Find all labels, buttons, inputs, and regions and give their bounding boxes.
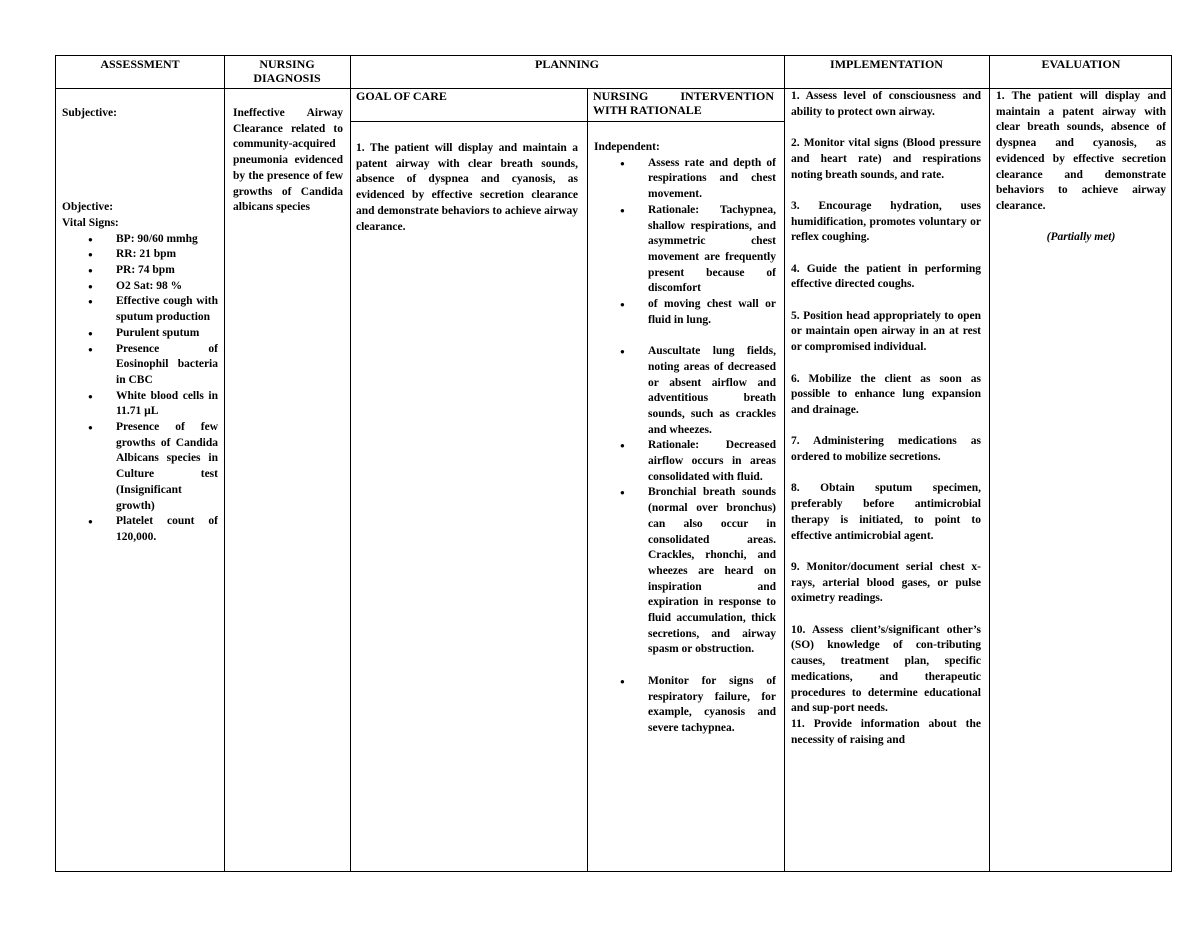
intervention-item: ● Rationale: Decreased airflow occurs in areas consolidated with fluid. xyxy=(594,438,776,485)
evaluation-status: (Partially met) xyxy=(1046,231,1116,244)
implementation-item: 1. Assess level of consciousness and ability to protect own airway. xyxy=(791,90,981,118)
objective-label: Objective: xyxy=(62,201,114,214)
implementation-item: 6. Mobilize the client as soon as possible to enhance lung expansion and drainage. xyxy=(791,372,981,416)
finding-item: ● White blood cells in 11.71 µL xyxy=(62,389,218,420)
subheader-nursing-intervention: NURSING INTERVENTION WITH RATIONALE xyxy=(593,89,774,117)
nursing-intervention-column xyxy=(594,140,776,737)
finding-item: ● O2 Sat: 98 % xyxy=(62,279,218,295)
assessment-findings-list xyxy=(62,232,218,546)
intervention-list-3 xyxy=(594,674,776,737)
subjective-label: Subjective: xyxy=(62,107,117,119)
finding-item: ● Platelet count of 120,000. xyxy=(62,514,218,545)
column-divider xyxy=(587,88,588,871)
column-divider xyxy=(989,56,990,871)
implementation-item: 3. Encourage hydration, uses humidification, promotes voluntary or reflex coughing. xyxy=(791,199,981,244)
column-divider xyxy=(350,56,351,871)
header-planning: PLANNING xyxy=(534,57,599,71)
implementation-column xyxy=(791,89,981,871)
intervention-list-1 xyxy=(594,156,776,329)
assessment-column xyxy=(62,106,218,546)
intervention-item: ● Auscultate lung fields, noting areas of decreased or absent airflow and adventitious breath sounds, such as crackles and wheezes. xyxy=(594,344,776,438)
intervention-item: ● Assess rate and depth of respirations and chest movement. xyxy=(594,156,776,203)
finding-item: ● Purulent sputum xyxy=(62,326,218,342)
header-assessment: ASSESSMENT xyxy=(100,57,180,71)
intervention-list-2 xyxy=(594,344,776,658)
implementation-item: 10. Assess client’s/significant other’s (SO) knowledge of con-tributing causes, treatment plan, specific medications, and therapeutic procedures to determine educational and sup-port needs. xyxy=(791,623,981,715)
implementation-item: 5. Position head appropriately to open or maintain open airway in an at rest or compromised individual. xyxy=(791,309,981,354)
finding-item: ● Presence of Eosinophil bacteria in CBC xyxy=(62,342,218,389)
intervention-item: ● Rationale: Tachypnea, shallow respirations, and asymmetric chest movement are frequently present because of discomfort xyxy=(594,203,776,297)
intervention-item: ● Monitor for signs of respiratory failure, for example, cyanosis and severe tachypnea. xyxy=(594,674,776,737)
implementation-item: 7. Administering medications as ordered to mobilize secretions. xyxy=(791,435,981,464)
nursing-care-plan-table xyxy=(55,55,1172,872)
implementation-item: 9. Monitor/document serial chest x-rays, arterial blood gases, or pulse oximetry readings. xyxy=(791,560,981,605)
header-implementation: IMPLEMENTATION xyxy=(830,57,943,71)
vital-signs-label: Vital Signs: xyxy=(62,216,119,229)
goal-of-care-text: 1. The patient will display and maintain a patent airway with clear breath sounds, absence of dyspnea and cyanosis, as evidenced by effective secretion clearance and demonstrate behaviors to achieve airway clearance. xyxy=(356,142,578,233)
finding-item: ● BP: 90/60 mmhg xyxy=(62,232,218,248)
implementation-item: 2. Monitor vital signs (Blood pressure and heart rate) and respirations noting breath sounds, and rate. xyxy=(791,137,981,181)
header-nursing-diagnosis: NURSING DIAGNOSIS xyxy=(253,57,321,85)
subheader-divider xyxy=(350,121,784,122)
evaluation-text: 1. The patient will display and maintain a patent airway with clear breath sounds, absence of dyspnea and cyanosis, as evidenced by effective secretion clearance and demonstrate behaviors to achieve airway clearance. xyxy=(996,90,1166,212)
intervention-item: ● of moving chest wall or fluid in lung. xyxy=(594,297,776,328)
finding-item: ● Presence of few growths of Candida Albicans species in Culture test (Insignificant growth) xyxy=(62,420,218,514)
implementation-item: 8. Obtain sputum specimen, preferably before antimicrobial therapy is initiated, to point to effective antimicrobial agent. xyxy=(791,482,981,542)
column-divider xyxy=(224,56,225,871)
implementation-item: 4. Guide the patient in performing effective directed coughs. xyxy=(791,262,981,291)
implementation-item: 11. Provide information about the necessity of raising and xyxy=(791,717,981,746)
subheader-goal-of-care: GOAL OF CARE xyxy=(356,89,447,103)
finding-item: ● RR: 21 bpm xyxy=(62,247,218,263)
finding-item: ● PR: 74 bpm xyxy=(62,263,218,279)
intervention-item: ● Bronchial breath sounds (normal over bronchus) can also occur in consolidated areas. Crackles, rhonchi, and wheezes are heard on inspiration and expiration in response to fluid accumulation, thick secretions, and airway spasm or obstruction. xyxy=(594,485,776,658)
column-divider xyxy=(784,56,785,871)
nursing-diagnosis-text: Ineffective Airway Clearance related to community-acquired pneumonia evidenced by the presence of few growths of Candida albicans species xyxy=(233,107,343,214)
finding-item: ● Effective cough with sputum production xyxy=(62,294,218,325)
header-evaluation: EVALUATION xyxy=(1041,57,1121,71)
evaluation-column xyxy=(996,89,1166,246)
independent-label: Independent: xyxy=(594,141,660,153)
